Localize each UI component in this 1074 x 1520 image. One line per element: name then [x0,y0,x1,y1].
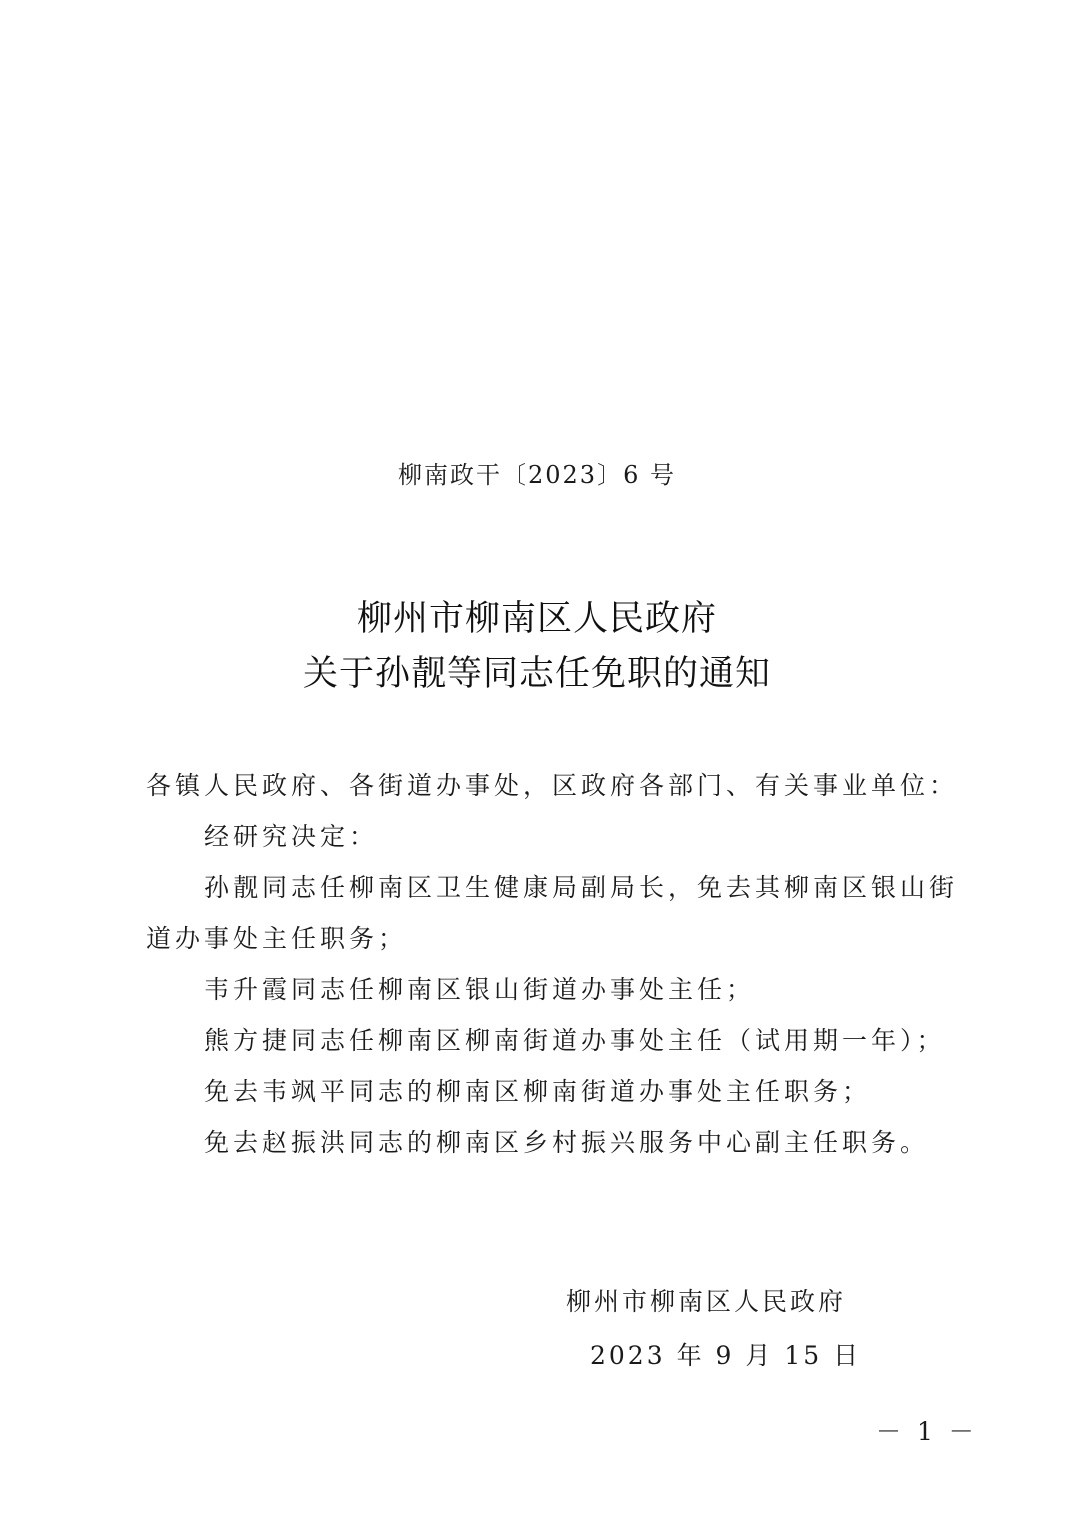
appointment-item-2: 韦升霞同志任柳南区银山街道办事处主任； [204,975,756,1004]
addressee: 各镇人民政府、各街道办事处，区政府各部门、有关事业单位： [146,771,959,800]
title-line-2: 关于孙靓等同志任免职的通知 [302,654,771,694]
appointment-item-1-line-1: 孙靓同志任柳南区卫生健康局副局长，免去其柳南区银山街 [204,873,959,902]
page-number: － 1 － [876,1417,978,1446]
appointment-item-1-line-2: 道办事处主任职务； [146,924,408,953]
intro-paragraph: 经研究决定： [204,822,379,851]
title-line-1: 柳州市柳南区人民政府 [356,599,717,639]
document-number: 柳南政干〔2023〕6 号 [398,461,676,489]
issue-date: 2023 年 9 月 15 日 [590,1341,862,1370]
appointment-item-5: 免去赵振洪同志的柳南区乡村振兴服务中心副主任职务。 [204,1128,930,1157]
appointment-item-3: 熊方捷同志任柳南区柳南街道办事处主任（试用期一年）； [204,1026,946,1055]
document-title [0,592,1074,702]
appointment-item-4: 免去韦飒平同志的柳南区柳南街道办事处主任职务； [204,1077,872,1106]
issuer-signature: 柳州市柳南区人民政府 [566,1287,847,1316]
document-body [146,760,959,1168]
